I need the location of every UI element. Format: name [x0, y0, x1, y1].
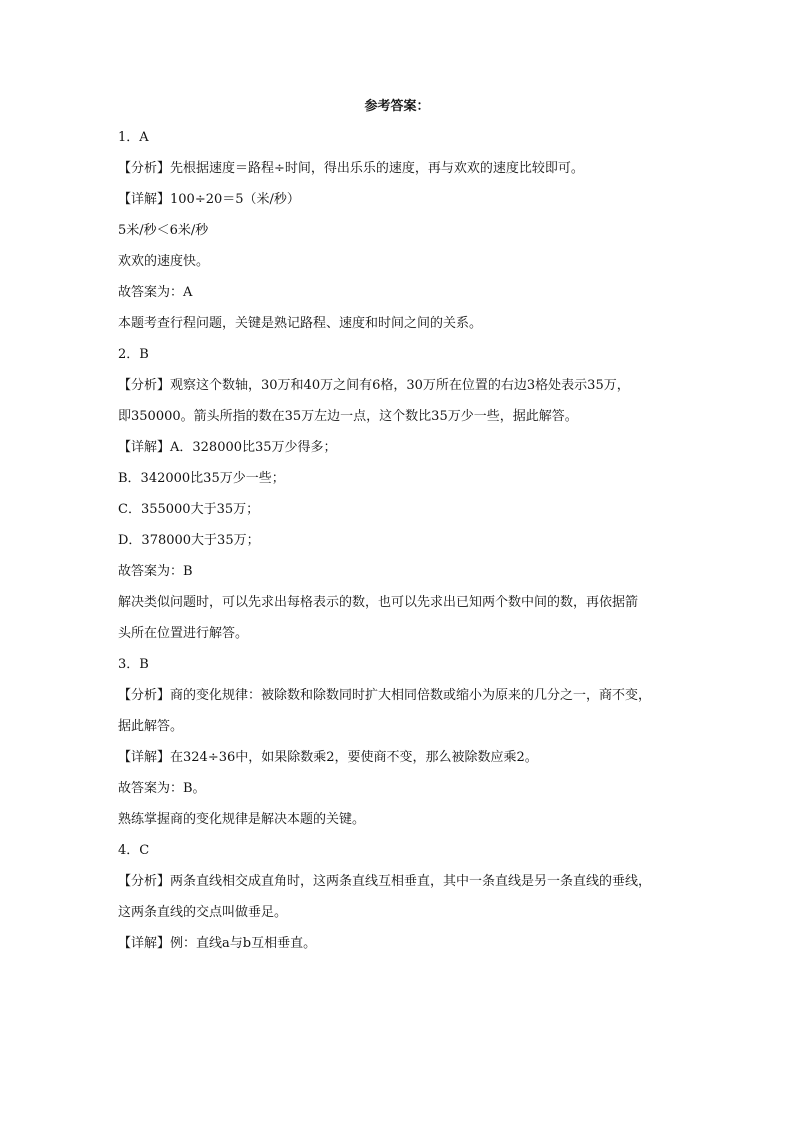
answer-2-final: 故答案为：B — [118, 564, 193, 579]
answer-1-conclusion: 欢欢的速度快。 — [118, 254, 210, 269]
answer-2-option-d: D．378000大于35万； — [118, 533, 260, 548]
answer-content — [118, 122, 683, 959]
answer-2-option-b: B．342000比35万少一些； — [118, 471, 285, 486]
page-title: 参考答案： — [364, 99, 430, 114]
answer-2-note-line-1: 解决类似问题时，可以先求出每格表示的数，也可以先求出已知两个数中间的数，再依据箭 — [118, 595, 639, 610]
answer-1-analysis: 【分析】先根据速度＝路程÷时间，得出乐乐的速度，再与欢欢的速度比较即可。 — [118, 161, 584, 176]
answer-2-analysis-line-1: 【分析】观察这个数轴，30万和40万之间有6格，30万所在位置的右边3格处表示35万， — [118, 378, 630, 393]
answer-1-comparison: 5米/秒＜6米/秒 — [118, 223, 209, 238]
answer-4-analysis-line-2: 这两条直线的交点叫做垂足。 — [118, 905, 288, 920]
answer-2-option-c: C．355000大于35万； — [118, 502, 260, 517]
answer-4-analysis-line-1: 【分析】两条直线相交成直角时，这两条直线互相垂直，其中一条直线是另一条直线的垂线， — [118, 874, 652, 889]
answer-3-analysis-line-1: 【分析】商的变化规律：被除数和除数同时扩大相同倍数或缩小为原来的几分之一，商不变， — [118, 688, 652, 703]
answer-1-final: 故答案为：A — [118, 285, 193, 300]
answer-4-heading: 4．C — [118, 843, 150, 858]
answer-2-heading: 2．B — [118, 347, 149, 362]
answer-2-analysis-line-2: 即350000。箭头所指的数在35万左边一点，这个数比35万少一些，据此解答。 — [118, 409, 578, 424]
answer-3-final: 故答案为：B。 — [118, 781, 206, 796]
answer-2-option-a: 【详解】A．328000比35万少得多； — [118, 440, 337, 455]
answer-3-detail: 【详解】在324÷36中，如果除数乘2，要使商不变，那么被除数应乘2。 — [118, 750, 538, 765]
answer-3-note: 熟练掌握商的变化规律是解决本题的关键。 — [118, 812, 366, 827]
answer-4-detail: 【详解】例：直线a与b互相垂直。 — [118, 936, 317, 951]
answer-1-note: 本题考查行程问题，关键是熟记路程、速度和时间之间的关系。 — [118, 316, 483, 331]
answer-3-analysis-line-2: 据此解答。 — [118, 719, 184, 734]
answer-1-heading: 1．A — [118, 130, 149, 145]
answer-1-detail: 【详解】100÷20＝5（米/秒） — [118, 192, 300, 207]
answer-3-heading: 3．B — [118, 657, 149, 672]
answer-2-note-line-2: 头所在位置进行解答。 — [118, 626, 249, 641]
